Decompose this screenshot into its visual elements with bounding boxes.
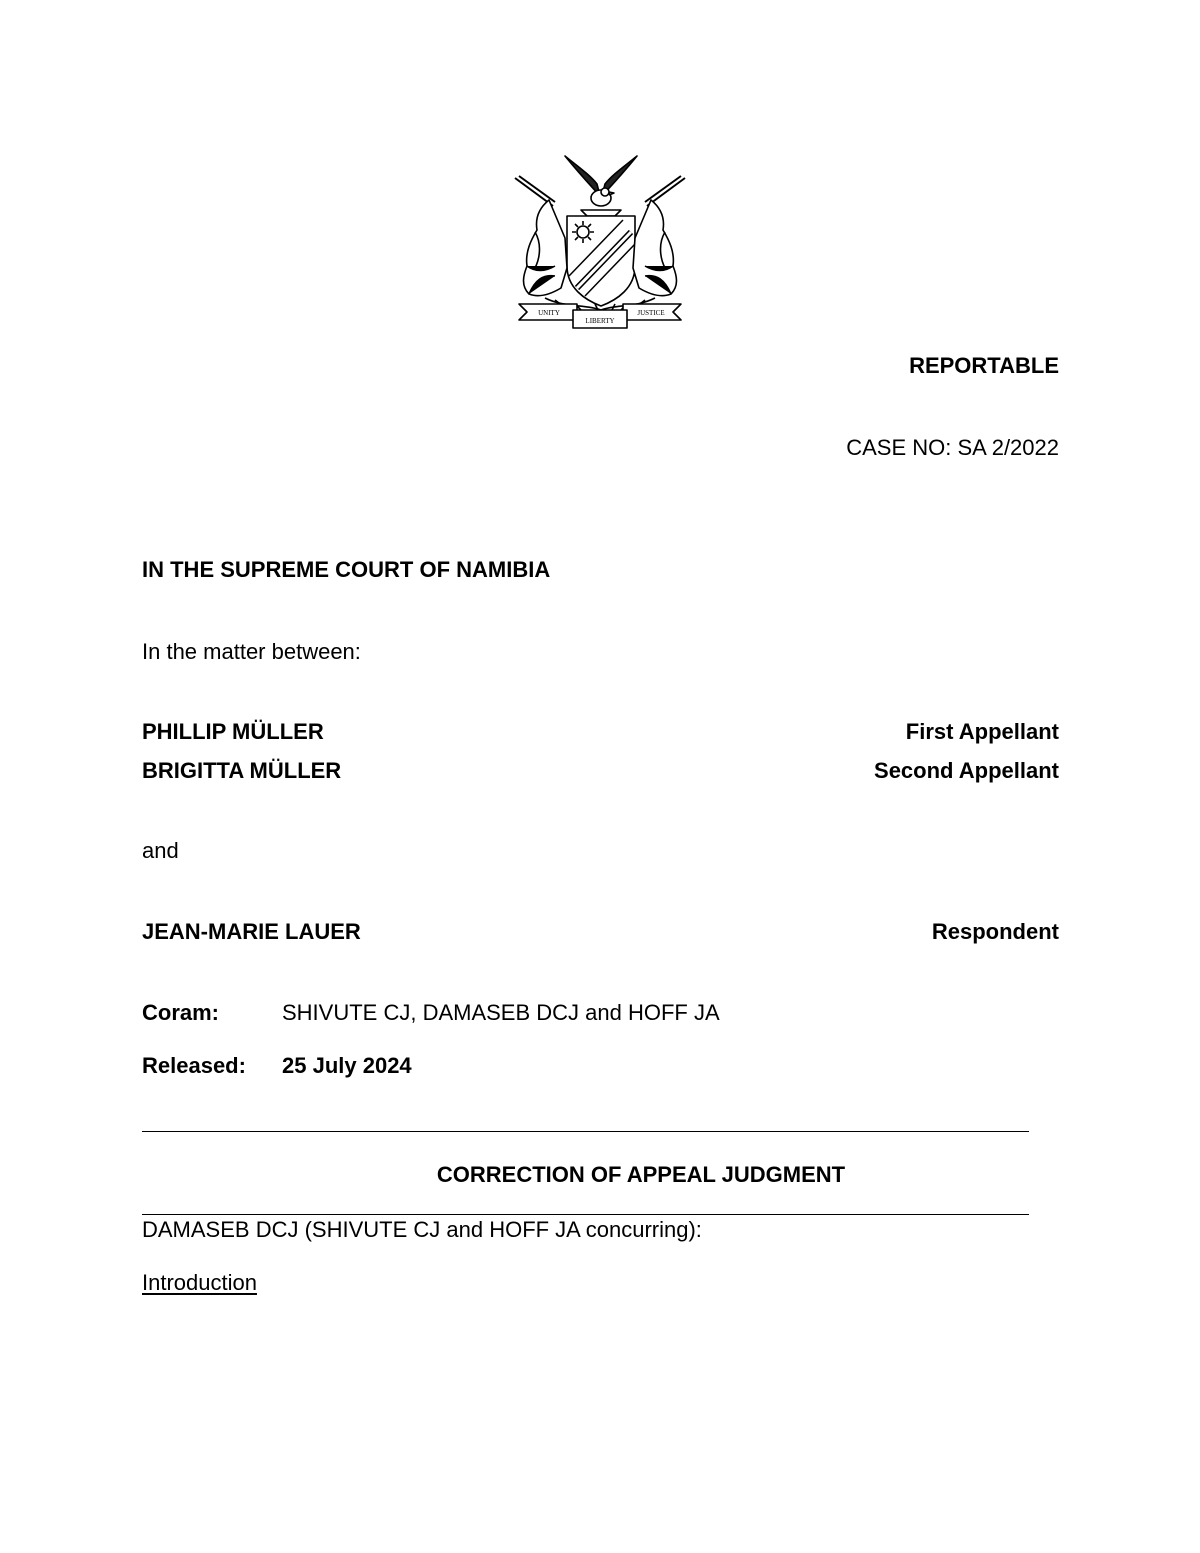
coram-value: SHIVUTE CJ, DAMASEB DCJ and HOFF JA [282, 1000, 720, 1025]
motto-liberty: LIBERTY [585, 317, 615, 325]
party-name-second: BRIGITTA MÜLLER [142, 758, 342, 783]
section-heading: Introduction [142, 1270, 257, 1295]
coram-label: Coram: [142, 1000, 220, 1025]
and-connector: and [142, 838, 179, 863]
party-role-first: First Appellant [905, 719, 1059, 744]
party-role-second: Second Appellant [874, 758, 1059, 783]
motto-justice: JUSTICE [637, 309, 665, 317]
coat-of-arms [505, 148, 695, 338]
judge-line: DAMASEB DCJ (SHIVUTE CJ and HOFF JA concurring): [142, 1217, 702, 1242]
motto-unity: UNITY [538, 309, 560, 317]
party-name-first: PHILLIP MÜLLER [142, 719, 324, 744]
released-label: Released: [142, 1053, 246, 1078]
matter-between: In the matter between: [142, 639, 361, 664]
reportable-label: REPORTABLE [909, 353, 1059, 378]
divider-top [142, 1131, 1029, 1132]
court-name: IN THE SUPREME COURT OF NAMIBIA [142, 557, 551, 582]
respondent-role: Respondent [931, 919, 1059, 944]
divider-bottom [142, 1214, 1029, 1215]
document-title: CORRECTION OF APPEAL JUDGMENT [436, 1162, 846, 1187]
case-number: CASE NO: SA 2/2022 [846, 435, 1059, 460]
respondent-name: JEAN-MARIE LAUER [142, 919, 361, 944]
released-value: 25 July 2024 [282, 1053, 412, 1078]
